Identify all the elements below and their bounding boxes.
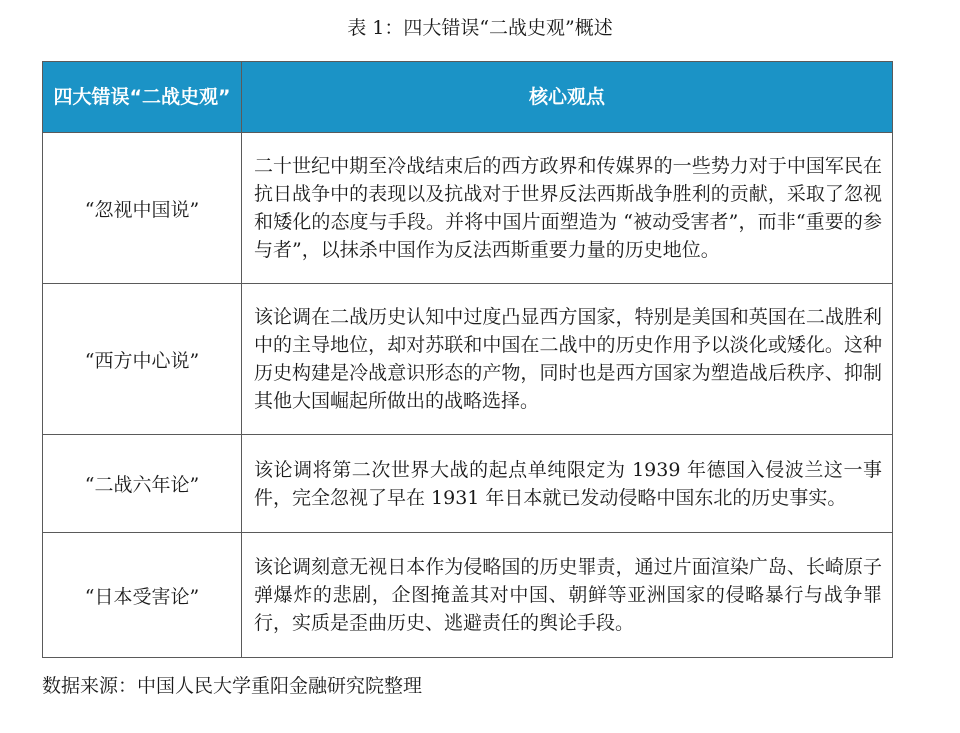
row-label: “二战六年论” xyxy=(43,435,242,533)
table-caption: 表 1：四大错误“二战史观”概述 xyxy=(347,17,613,39)
table-row xyxy=(43,435,893,533)
row-label: “西方中心说” xyxy=(43,284,242,435)
header-core-view: 核心观点 xyxy=(242,62,893,133)
table-row xyxy=(43,133,893,284)
row-label: “忽视中国说” xyxy=(43,133,242,284)
data-source-note: 数据来源：中国人民大学重阳金融研究院整理 xyxy=(42,675,423,697)
table-row xyxy=(43,284,893,435)
row-description: 该论调刻意无视日本作为侵略国的历史罪责，通过片面渲染广岛、长崎原子弹爆炸的悲剧，企图掩盖其对中国、朝鲜等亚洲国家的侵略暴行与战争罪行，实质是歪曲历史、逃避责任的舆论手段。 xyxy=(242,533,893,658)
summary-table xyxy=(42,61,893,658)
table-row xyxy=(43,533,893,658)
row-description: 该论调将第二次世界大战的起点单纯限定为 1939 年德国入侵波兰这一事件，完全忽视了早在 1931 年日本就已发动侵略中国东北的历史事实。 xyxy=(242,435,893,533)
row-description: 该论调在二战历史认知中过度凸显西方国家，特别是美国和英国在二战胜利中的主导地位，却对苏联和中国在二战中的历史作用予以淡化或矮化。这种历史构建是冷战意识形态的产物，同时也是西方国家为塑造战后秩序、抑制其他大国崛起所做出的战略选择。 xyxy=(242,284,893,435)
header-fallacy: 四大错误“二战史观” xyxy=(43,62,242,133)
row-description: 二十世纪中期至冷战结束后的西方政界和传媒界的一些势力对于中国军民在抗日战争中的表现以及抗战对于世界反法西斯战争胜利的贡献，采取了忽视和矮化的态度与手段。并将中国片面塑造为 “被动受害者”，而非“重要的参与者”，以抹杀中国作为反法西斯重要力量的历史地位。 xyxy=(242,133,893,284)
table-header-row xyxy=(43,62,893,133)
row-label: “日本受害论” xyxy=(43,533,242,658)
